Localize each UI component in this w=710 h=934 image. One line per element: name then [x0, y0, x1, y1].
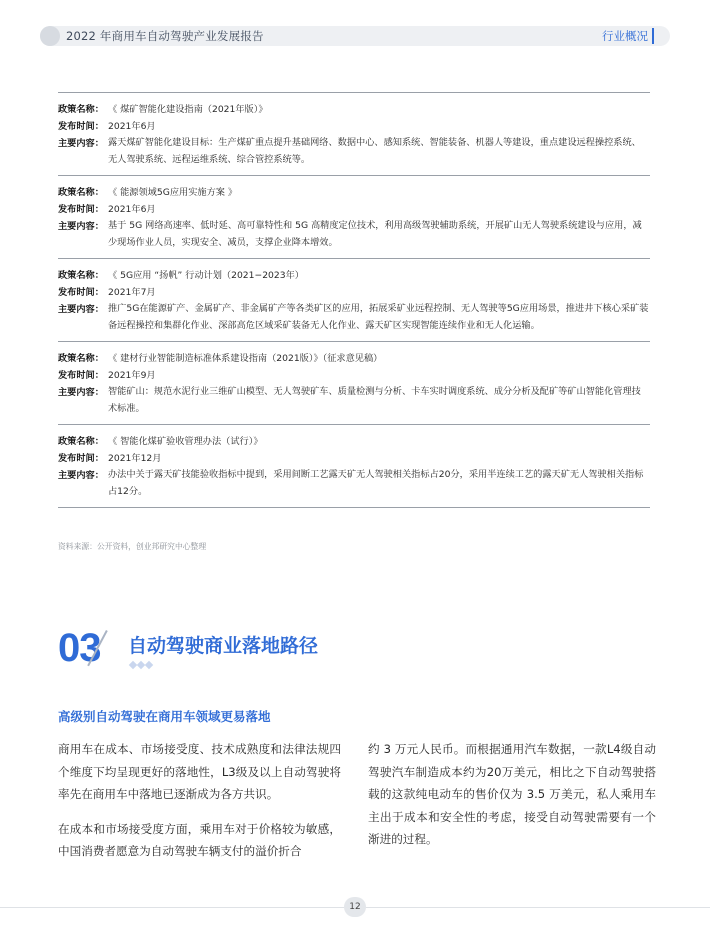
policy-name-label: 政策名称：	[58, 436, 104, 447]
section-subheading: 高级别自动驾驶在商用车领域更易落地	[58, 709, 271, 724]
policy-name-label: 政策名称：	[58, 353, 104, 364]
policy-name-label: 政策名称：	[58, 104, 104, 115]
policy-entry	[58, 424, 650, 508]
section-title: 自动驾驶商业落地路径	[128, 635, 319, 657]
body-column-right	[368, 738, 656, 851]
policy-name: 《 建材行业智能制造标准体系建设指南（2021版）》（征求意见稿）	[108, 353, 383, 364]
policy-content: 基于 5G 网络高速率、低时延、高可靠特性和 5G 高精度定位技术，利用高级驾驶辅助系统，开展矿山无人驾驶系统建设与应用，减少现场作业人员，实现安全、减员，支撑企业降本增效。	[108, 220, 642, 248]
policy-date-label: 发布时间：	[58, 204, 104, 215]
policy-table	[58, 92, 650, 508]
body-column-left	[58, 738, 341, 863]
policy-name-label: 政策名称：	[58, 187, 104, 198]
source-note: 资料来源：公开资料，创业邦研究中心整理	[58, 542, 207, 551]
section-label: 行业概况	[602, 29, 648, 43]
policy-name-label: 政策名称：	[58, 270, 104, 281]
policy-date-label: 发布时间：	[58, 287, 104, 298]
body-paragraph: 商用车在成本、市场接受度、技术成熟度和法律法规四个维度下均呈现更好的落地性，L3级及以上自动驾驶将率先在商用车中落地已逐渐成为各方共识。	[58, 742, 341, 801]
policy-content-label: 主要内容：	[58, 304, 104, 315]
policy-content-label: 主要内容：	[58, 221, 104, 232]
page-header	[0, 0, 710, 48]
policy-entry	[58, 341, 650, 424]
policy-date-label: 发布时间：	[58, 121, 104, 132]
policy-date: 2021年12月	[108, 453, 162, 464]
header-logo-dot	[40, 26, 60, 46]
policy-content: 智能矿山：规范水泥行业三维矿山模型、无人驾驶矿车、质量检测与分析、卡车实时调度系统、成分分析及配矿等矿山智能化管理技术标准。	[108, 386, 641, 414]
policy-content-label: 主要内容：	[58, 470, 104, 481]
policy-content-label: 主要内容：	[58, 387, 104, 398]
report-title: 2022 年商用车自动驾驶产业发展报告	[66, 29, 264, 43]
policy-content-label: 主要内容：	[58, 138, 104, 149]
page-number: 12	[344, 897, 366, 917]
body-paragraph: 约 3 万元人民币。而根据通用汽车数据，一款L4级自动驾驶汽车制造成本约为20万美元，相比之下自动驾驶搭载的这款纯电动车的售价仅为 3.5 万美元，私人乘用车主出于成本和安全性的考虑，接受自动驾驶需要有一个渐进的过程。	[368, 742, 656, 846]
policy-name: 《 能源领域5G应用实施方案 》	[108, 187, 238, 198]
policy-content: 推广5G在能源矿产、金属矿产、非金属矿产等各类矿区的应用，拓展采矿业远程控制、无人驾驶等5G应用场景，推进井下核心采矿装备远程操控和集群化作业、深部高危区域采矿装备无人化作业、露天矿区实现智能连续作业和无人化运输。	[108, 303, 649, 331]
policy-content: 办法中关于露天矿技能验收指标中提到，采用间断工艺露天矿无人驾驶相关指标占20分，采用半连续工艺的露天矿无人驾驶相关指标占12分。	[108, 469, 644, 497]
policy-name: 《 煤矿智能化建设指南（2021年版）》	[108, 104, 268, 115]
policy-content: 露天煤矿智能化建设目标：生产煤矿重点提升基础网络、数据中心、感知系统、智能装备、机器人等建设，重点建设远程操控系统、无人驾驶系统、远程运维系统、综合管控系统等。	[108, 137, 641, 165]
policy-date: 2021年6月	[108, 204, 156, 215]
diamond-ornament-icon	[130, 661, 154, 669]
policy-entry	[58, 175, 650, 258]
policy-date-label: 发布时间：	[58, 453, 104, 464]
policy-date-label: 发布时间：	[58, 370, 104, 381]
policy-entry	[58, 92, 650, 175]
section-marker	[652, 28, 654, 44]
policy-date: 2021年9月	[108, 370, 156, 381]
policy-entry	[58, 258, 650, 341]
policy-date: 2021年7月	[108, 287, 156, 298]
section-number: 03	[58, 626, 101, 670]
policy-name: 《 智能化煤矿验收管理办法（试行）》	[108, 436, 263, 447]
policy-date: 2021年6月	[108, 121, 156, 132]
policy-name: 《 5G应用 “扬帆” 行动计划（2021−2023年）	[108, 270, 304, 281]
body-paragraph: 在成本和市场接受度方面，乘用车对于价格较为敏感，中国消费者愿意为自动驾驶车辆支付的溢价折合	[58, 821, 341, 858]
